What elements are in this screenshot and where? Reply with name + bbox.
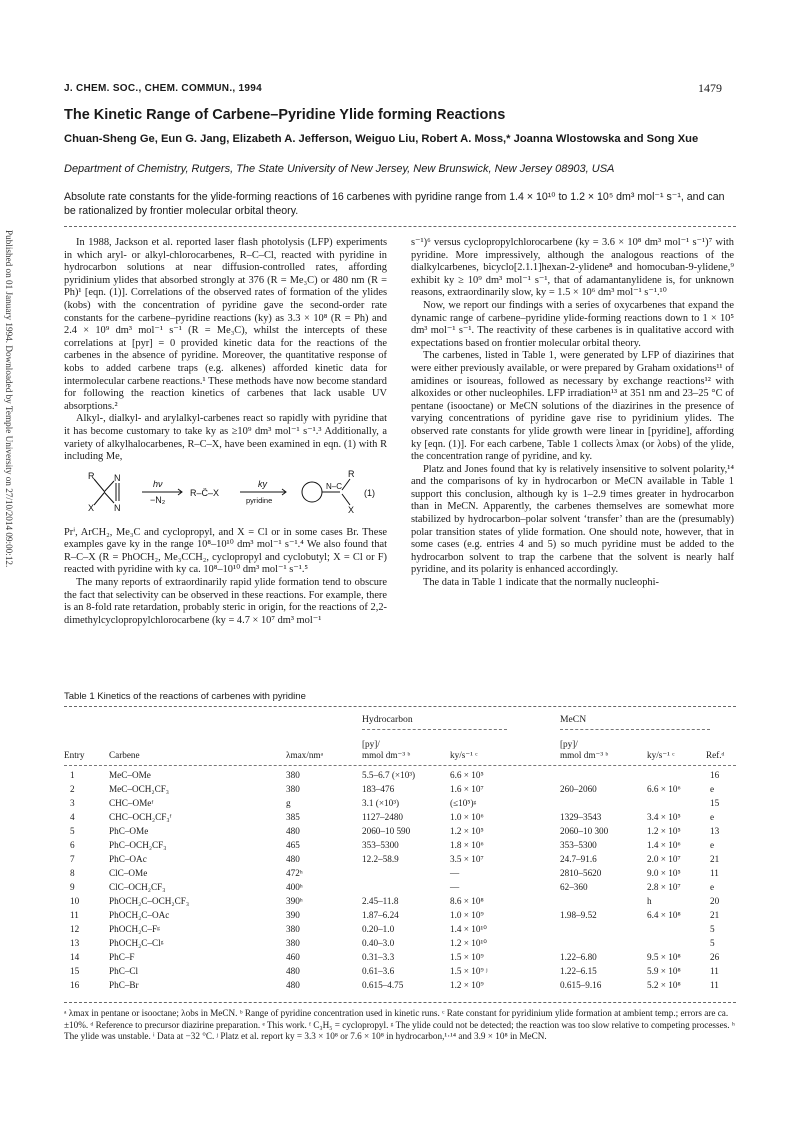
table-cell-py-hc: 353–5300 — [362, 840, 399, 850]
table-cell-lambda: 385 — [286, 812, 300, 822]
right-paragraph-2: Now, we report our findings with a series of oxycarbenes that expand the dynamic range of carbene–pyridine ylide-forming reactions down to 1 × 10⁵ dm³ mol⁻¹ s⁻¹. The reactivity of these carbenes is in qualitative accord with expectations based on frontier molecular orbital theory. — [411, 299, 734, 349]
group-hc-rule — [362, 729, 507, 730]
table-cell-py-hc: 3.1 (×10³) — [362, 798, 400, 808]
table-cell-carbene: PhOCH₂C–Fᵍ — [109, 924, 160, 934]
table-row — [64, 896, 736, 907]
table-cell-ref: 21 — [710, 854, 720, 864]
table-cell-ref: 11 — [710, 966, 719, 976]
table-row — [64, 966, 736, 977]
eqn-ky-label: ky — [258, 478, 267, 489]
table-cell-py-hc: 5.5–6.7 (×10³) — [362, 770, 416, 780]
table-row — [64, 980, 736, 991]
table-cell-entry: 10 — [70, 896, 80, 906]
table-cell-lambda: 472ʰ — [286, 868, 303, 878]
table-cell-ky-hc: 6.6 × 10⁵ — [450, 770, 484, 780]
table-cell-lambda: 380 — [286, 770, 300, 780]
table-cell-py-mecn: 260–2060 — [560, 784, 597, 794]
svg-text:N: N — [114, 502, 121, 513]
table-cell-entry: 6 — [70, 840, 75, 850]
table-cell-carbene: PhC–Cl — [109, 966, 139, 976]
table-cell-entry: 2 — [70, 784, 75, 794]
table-cell-py-mecn: 0.615–9.16 — [560, 980, 602, 990]
header-py-hc-1: [py]/ — [362, 739, 380, 749]
table-cell-ky-hc: 1.2 × 10¹⁰ — [450, 938, 487, 948]
table-cell-ref: 15 — [710, 798, 720, 808]
table-cell-ref: 5 — [710, 924, 715, 934]
table-cell-ky-mecn: 2.0 × 10⁷ — [647, 854, 681, 864]
left-paragraph-1: In 1988, Jackson et al. reported laser flash photolysis (LFP) experiments in which aryl- or alkyl-chlorocarbenes, R–C–Cl, reacted with pyridine in hydrocarbon solutions at near diffusion-controlled rates, affording pyridinium ylides that absorbed strongly at 376 (R = Me₃C) or 480 nm (R = Ph)¹ [eqn. (1)]. Correlations of the observed rates of formation of the ylides (kobs) with the concentration of pyridine gave the second-order rate constants for the carbene–pyridine reactions (ky) as 3.3 × 10⁸ (R = Ph) and 2.4 × 10⁹ dm³ mol⁻¹ s⁻¹ (R = Me₃C), whilst the intercepts of these correlations at [pyr] = 0 provided kinetic data for the reactions of the carbenes in the absence of pyridine. Moreover, the quantitative response of kobs to added carbene traps (e.g. alkenes) afforded kinetic data for intermolecular carbene reactions.¹ These methods have now become standard for following the reaction kinetics of carbenes that lack usable UV absorptions.² — [64, 237, 387, 412]
eqn-pyridine-label: pyridine — [246, 495, 273, 505]
table-cell-ref: 20 — [710, 896, 720, 906]
table-cell-py-hc: 0.40–3.0 — [362, 938, 395, 948]
left-paragraph-3: Prⁱ, ArCH₂, Me₃C and cyclopropyl, and X = Cl or in some cases Br. These examples gave ky in the range 10⁸–10¹⁰ dm³ mol⁻¹ s⁻¹.⁴ We also found that R–C–X (R = PhOCH₂, Me₃CCH₂, cyclopropyl and cyclobutyl; X = Cl or F) reacted with pyridine with ky ca. 10⁸–10¹⁰ dm³ mol⁻¹ s⁻¹.⁵ — [64, 526, 387, 576]
table-cell-ky-hc: (≤10⁵)ᵍ — [450, 798, 477, 808]
svg-text:R: R — [348, 468, 355, 479]
table-cell-py-hc: 1.87–6.24 — [362, 910, 399, 920]
left-paragraph-4: The many reports of extraordinarily rapid ylide formation tend to obscure the fact that selectivity can be observed in these reactions. For example, there is an 8-fold rate retardation, probably steric in origin, for the reactions of 2,2-dimethylcyclopropylchlorocarbene (ky = 4.7 × 10⁷ dm³ mol⁻¹ — [64, 577, 387, 626]
table-cell-ref: e — [710, 812, 715, 822]
article-title: The Kinetic Range of Carbene–Pyridine Ylide forming Reactions — [64, 107, 506, 123]
table-cell-carbene: PhOCH₂C–OAc — [109, 910, 170, 920]
table-cell-ky-mecn: 9.0 × 10⁵ — [647, 868, 681, 878]
table-cell-ky-hc: — — [450, 868, 460, 878]
group-mecn-rule — [560, 729, 710, 730]
table-cell-carbene: PhOCH₂C–OCH₂CF₃ — [109, 896, 190, 906]
table-cell-ky-hc: 1.2 × 10⁵ — [450, 826, 484, 836]
author-list: Chuan-Sheng Ge, Eun G. Jang, Elizabeth A. Jefferson, Weiguo Liu, Robert A. Moss,* Joanna Wlostowska and Song Xue — [64, 133, 699, 145]
table-cell-py-mecn: 62–360 — [560, 882, 588, 892]
table-cell-ky-mecn: 5.9 × 10⁸ — [647, 966, 681, 976]
equation-number: (1) — [364, 487, 375, 498]
table-cell-ky-hc: 1.6 × 10⁷ — [450, 784, 484, 794]
header-entry: Entry — [64, 750, 85, 760]
table-cell-ky-mecn: 2.8 × 10⁷ — [647, 882, 681, 892]
group-mecn: MeCN — [560, 714, 587, 725]
table-cell-ref: e — [710, 784, 715, 794]
table-cell-ky-mecn: 6.4 × 10⁸ — [647, 910, 681, 920]
header-py-mecn-2: mmol dm⁻³ ᵇ — [560, 750, 609, 760]
table-cell-ky-hc: 1.5 × 10⁹ — [450, 952, 484, 962]
svg-text:X: X — [88, 502, 95, 513]
table-cell-lambda: 380 — [286, 938, 300, 948]
table-cell-carbene: CHC–OCH₂CF₃ᶠ — [109, 812, 172, 822]
right-paragraph-3: The carbenes, listed in Table 1, were generated by LFP of diazirines that were either previously available, or were prepared by Graham oxidations¹¹ of amidines or isoureas, followed as necessary by exchange reactions¹² with alkoxides or other nucleophiles. LFP irradiation¹³ at 351 nm and 23–25 °C of pentane (isooctane) or MeCN solutions of the diazirines in the presence of varying concentrations of pyridine gave rise to pyridinium ylides. The observed rate constants for ylide growth were linear in [pyridine], affording ky [eqn. (1)]. For each carbene, Table 1 collects λmax (or λobs) of the ylide, the concentration range of pyridine, and ky. — [411, 350, 734, 463]
table-cell-lambda: 400ʰ — [286, 882, 303, 892]
table-row — [64, 952, 736, 963]
table-cell-ky-hc: 1.4 × 10¹⁰ — [450, 924, 487, 934]
table-cell-ky-mecn: 1.4 × 10⁶ — [647, 840, 681, 850]
table-caption: Table 1 Kinetics of the reactions of carbenes with pyridine — [64, 691, 306, 702]
table-cell-carbene: PhC–OCH₂CF₃ — [109, 840, 167, 850]
table-cell-entry: 13 — [70, 938, 80, 948]
svg-text:X: X — [348, 504, 355, 515]
table-cell-lambda: 480 — [286, 826, 300, 836]
table-cell-ref: 11 — [710, 868, 719, 878]
abstract: Absolute rate constants for the ylide-forming reactions of 16 carbenes with pyridine range from 1.4 × 10¹⁰ to 1.2 × 10⁵ dm³ mol⁻¹ s⁻¹, and can be rationalized by frontier molecular orbital theory. — [64, 191, 725, 217]
reaction-scheme — [64, 467, 387, 525]
table-footnotes: ᵃ λmax in pentane or isooctane; λobs in MeCN. ᵇ Range of pyridine concentration used in kinetic runs. ᶜ Rate constant for pyridinium ylide formation at ambient temp.; errors are ca. ±10%. ᵈ Reference to precursor diazirine preparation. ᵉ This work. ᶠ C₃H₅ = cyclopropyl. ᵍ The ylide could not be detected; the reaction was too slow relative to competing processes. ʰ The ylide was unstable. ⁱ Data at −32 °C. ʲ Platz et al. report ky = 3.3 × 10⁸ or 7.6 × 10⁸ in hydrocarbon,¹·¹⁴ and 3.9 × 10⁸ in MeCN. — [64, 1008, 735, 1041]
left-paragraph-2: Alkyl-, dialkyl- and arylalkyl-carbenes react so rapidly with pyridine that it has become customary to take ky as ≥10⁹ dm³ mol⁻¹ s⁻¹.³ Additionally, a variety of alkylhalocarbenes, R–C–X, have been examined in eqn. (1) with R including Me, — [64, 413, 387, 463]
svg-text:N–C: N–C — [326, 481, 343, 491]
eqn-hv-label: hν — [153, 478, 163, 489]
table-cell-carbene: ClC–OMe — [109, 868, 148, 878]
table-cell-py-hc: 183–476 — [362, 784, 395, 794]
group-hydrocarbon: Hydrocarbon — [362, 714, 413, 725]
table-cell-ref: e — [710, 840, 715, 850]
table-cell-entry: 9 — [70, 882, 75, 892]
table-row — [64, 840, 736, 851]
table-cell-carbene: MeC–OCH₂CF₃ — [109, 784, 170, 794]
table-cell-ky-hc: 1.8 × 10⁶ — [450, 840, 484, 850]
table-cell-py-mecn: 2810–5620 — [560, 868, 602, 878]
table-cell-carbene: PhC–Br — [109, 980, 139, 990]
table-cell-entry: 12 — [70, 924, 80, 934]
table-cell-py-mecn: 1.22–6.80 — [560, 952, 597, 962]
table-cell-carbene: MeC–OMe — [109, 770, 151, 780]
right-column — [411, 237, 734, 590]
table-cell-lambda: 480 — [286, 854, 300, 864]
table-row — [64, 854, 736, 865]
table-cell-ref: 21 — [710, 910, 720, 920]
table-cell-carbene: PhOCH₂C–Clᵍ — [109, 938, 164, 948]
table-cell-entry: 1 — [70, 770, 75, 780]
right-paragraph-4: Platz and Jones found that ky is relatively insensitive to solvent polarity,¹⁴ and the comparisons of ky in hydrocarbon or MeCN available in Table 1 support this conclusion, although ky is 1–2.9 times greater in hydrocarbon than in MeCN. Apparently, the carbenes themselves are somewhat more stabilized by hydrocarbon–polar solvent ‘transfer’ than are the (presumably) polar transition states of ylide formation. One should note, however, that in some cases (e.g. entries 4 and 5) so much pyridine must be added to the hydrocarbon solvent to trap the carbene that the solvent is nearly half pyridine, and its polarity is enhanced accordingly. — [411, 463, 734, 576]
table-cell-entry: 8 — [70, 868, 75, 878]
table-cell-lambda: g — [286, 798, 291, 808]
table-cell-ref: 26 — [710, 952, 720, 962]
table-row — [64, 910, 736, 921]
table-cell-ky-mecn: 6.6 × 10⁶ — [647, 784, 681, 794]
table-cell-ref: e — [710, 882, 715, 892]
table-cell-py-hc: 1127–2480 — [362, 812, 404, 822]
table-cell-ky-hc: — — [450, 882, 460, 892]
table-row — [64, 798, 736, 809]
table-cell-entry: 15 — [70, 966, 80, 976]
table-row — [64, 812, 736, 823]
download-stamp: Published on 01 January 1994. Downloaded by Temple University on 27/10/2014 09:00:12. — [4, 230, 14, 568]
eqn-carbene: R–C̈–X — [190, 487, 220, 498]
table-cell-carbene: CHC–OMeᶠ — [109, 798, 154, 808]
table-cell-ky-hc: 1.5 × 10⁹ ʲ — [450, 966, 488, 976]
eqn-n2-label: −N₂ — [150, 494, 166, 505]
table-cell-py-hc: 0.615–4.75 — [362, 980, 404, 990]
table-row — [64, 924, 736, 935]
table-cell-py-mecn: 1329–3543 — [560, 812, 602, 822]
table-cell-lambda: 460 — [286, 952, 300, 962]
table-cell-ky-hc: 1.0 × 10⁹ — [450, 910, 484, 920]
abstract-divider — [64, 226, 736, 227]
table-cell-lambda: 380 — [286, 784, 300, 794]
header-lambda: λmax/nmᵃ — [286, 750, 324, 760]
table-cell-py-hc: 2060–10 590 — [362, 826, 411, 836]
table-cell-py-hc: 0.61–3.6 — [362, 966, 395, 976]
table-cell-lambda: 465 — [286, 840, 300, 850]
table-row — [64, 938, 736, 949]
table-cell-ky-mecn: h — [647, 896, 652, 906]
header-ky-mecn: ky/s⁻¹ ᶜ — [647, 750, 675, 760]
svg-text:N: N — [114, 472, 121, 483]
table-cell-lambda: 380 — [286, 924, 300, 934]
table-cell-py-mecn: 2060–10 300 — [560, 826, 609, 836]
table-cell-carbene: PhC–F — [109, 952, 135, 962]
header-carbene: Carbene — [109, 750, 140, 760]
affiliation: Department of Chemistry, Rutgers, The State University of New Jersey, New Brunswick, New Jersey 08903, USA — [64, 163, 615, 175]
left-column — [64, 237, 387, 627]
table-cell-lambda: 480 — [286, 966, 300, 976]
table-cell-ky-mecn: 1.2 × 10⁵ — [647, 826, 681, 836]
table-cell-carbene: PhC–OAc — [109, 854, 147, 864]
table-cell-entry: 7 — [70, 854, 75, 864]
table-cell-py-hc: 12.2–58.9 — [362, 854, 399, 864]
table-cell-ky-hc: 3.5 × 10⁷ — [450, 854, 484, 864]
table-cell-py-mecn: 1.98–9.52 — [560, 910, 597, 920]
table-cell-ky-hc: 1.2 × 10⁹ — [450, 980, 484, 990]
table-cell-lambda: 480 — [286, 980, 300, 990]
table-cell-entry: 14 — [70, 952, 80, 962]
page-number: 1479 — [698, 81, 722, 95]
header-py-mecn-1: [py]/ — [560, 739, 578, 749]
table-cell-entry: 5 — [70, 826, 75, 836]
table-bottom-rule — [64, 1002, 736, 1003]
header-rule — [64, 765, 736, 766]
table-top-rule — [64, 706, 736, 707]
table-cell-entry: 3 — [70, 798, 75, 808]
table-cell-ref: 11 — [710, 980, 719, 990]
table-cell-py-mecn: 24.7–91.6 — [560, 854, 597, 864]
reaction-scheme-svg — [64, 467, 387, 525]
table-row — [64, 784, 736, 795]
table-row — [64, 868, 736, 879]
table-cell-ky-mecn: 3.4 × 10⁵ — [647, 812, 681, 822]
svg-text:R: R — [88, 470, 95, 481]
table-cell-ky-hc: 1.0 × 10⁶ — [450, 812, 484, 822]
header-py-hc-2: mmol dm⁻³ ᵇ — [362, 750, 411, 760]
table-row — [64, 882, 736, 893]
table-cell-py-mecn: 353–5300 — [560, 840, 597, 850]
table-cell-py-hc: 0.20–1.0 — [362, 924, 395, 934]
right-paragraph-1: s⁻¹)⁶ versus cyclopropylchlorocarbene (ky = 3.6 × 10⁸ dm³ mol⁻¹ s⁻¹)⁷ with pyridine. More impressively, although the analogous reactions of the dialkylcarbenes, bicyclo[2.1.1]hexan-2-ylidene⁸ and homocuban-9-ylidene,⁹ exhibit ky ≥ 10⁹ dm³ mol⁻¹ s⁻¹, that of adamantanylidene is, for unknown reasons, extraordinarily slow, ky = 1.5 × 10⁶ dm³ mol⁻¹ s⁻¹.¹⁰ — [411, 237, 734, 299]
table-cell-lambda: 390 — [286, 910, 300, 920]
table-cell-ref: 16 — [710, 770, 720, 780]
header-ref: Ref.ᵈ — [706, 750, 725, 760]
table-cell-carbene: PhC–OMe — [109, 826, 149, 836]
table-cell-entry: 4 — [70, 812, 75, 822]
table-cell-py-hc: 2.45–11.8 — [362, 896, 399, 906]
table-cell-entry: 16 — [70, 980, 80, 990]
table-cell-carbene: ClC–OCH₂CF₃ — [109, 882, 166, 892]
journal-header: J. CHEM. SOC., CHEM. COMMUN., 1994 — [64, 83, 263, 94]
table-row — [64, 770, 736, 781]
table-cell-ky-hc: 8.6 × 10⁸ — [450, 896, 484, 906]
table-cell-ky-mecn: 9.5 × 10⁸ — [647, 952, 681, 962]
table-cell-ref: 13 — [710, 826, 720, 836]
table-cell-ref: 5 — [710, 938, 715, 948]
table-cell-py-hc: 0.31–3.3 — [362, 952, 395, 962]
table-row — [64, 826, 736, 837]
table-cell-ky-mecn: 5.2 × 10⁸ — [647, 980, 681, 990]
right-paragraph-5: The data in Table 1 indicate that the normally nucleophi- — [423, 577, 659, 589]
table-cell-lambda: 390ʰ — [286, 896, 303, 906]
header-ky-hc: ky/s⁻¹ ᶜ — [450, 750, 478, 760]
table-cell-py-mecn: 1.22–6.15 — [560, 966, 597, 976]
table-cell-entry: 11 — [70, 910, 79, 920]
